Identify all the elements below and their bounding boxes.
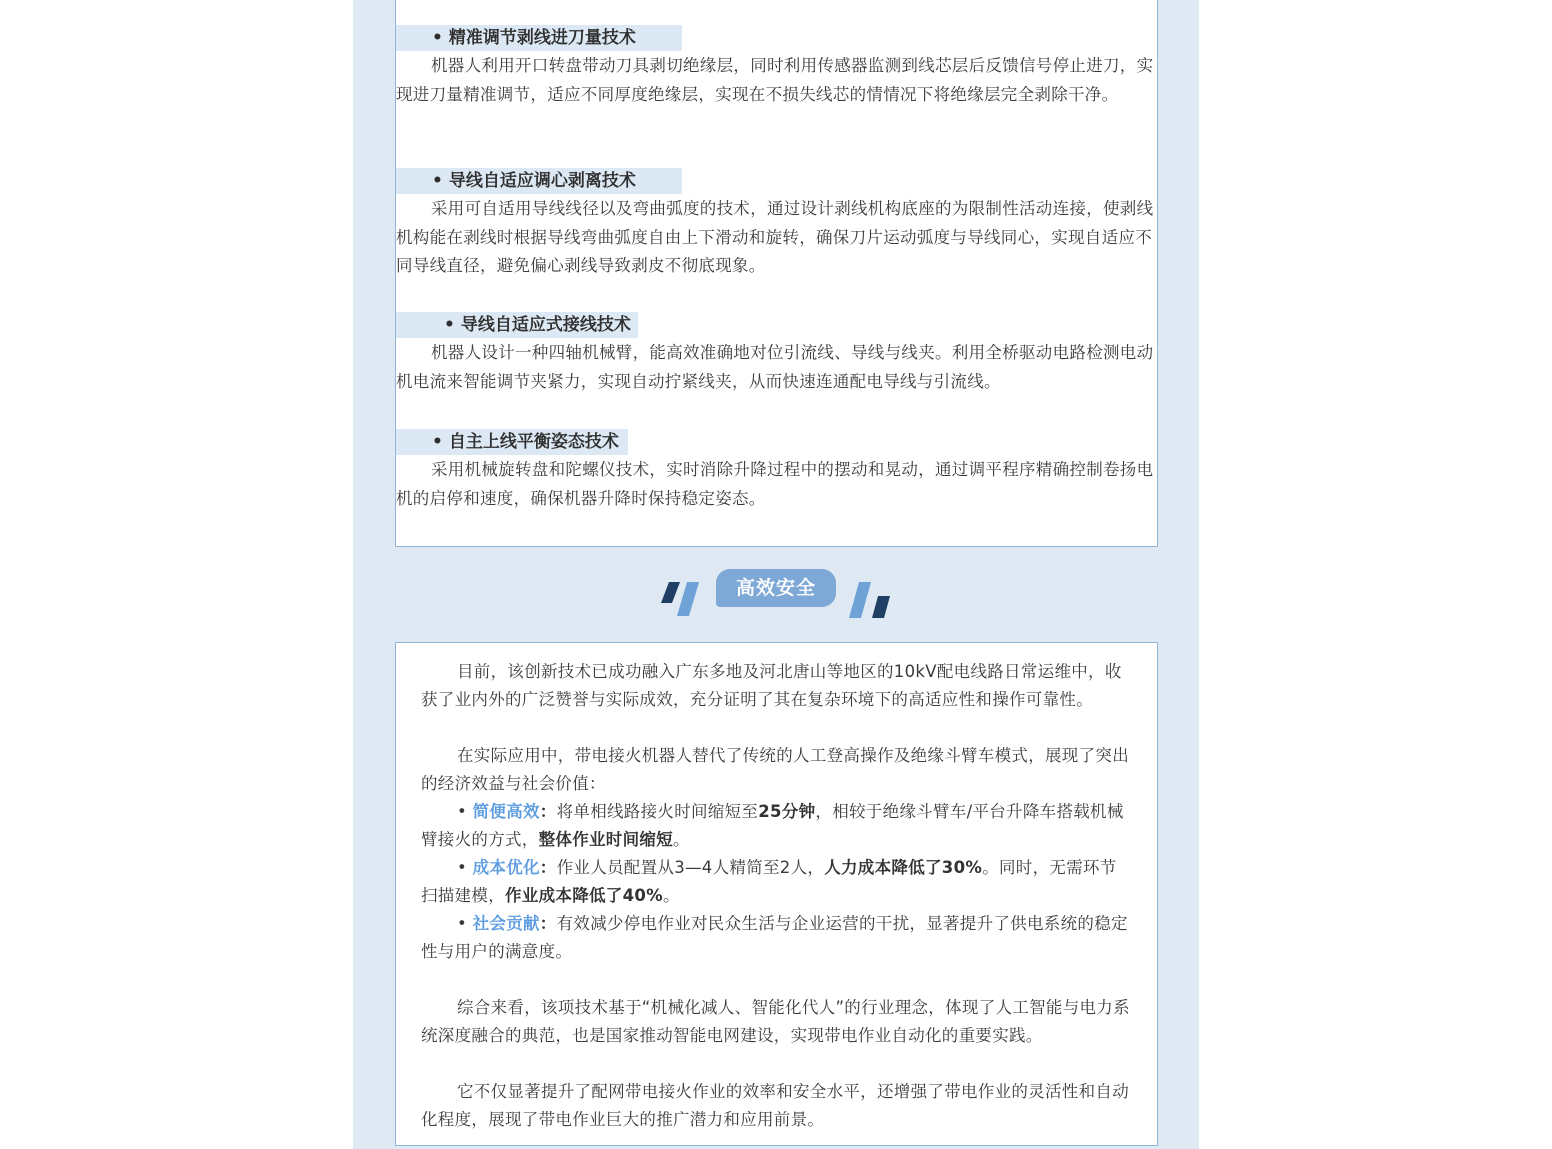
article-column <box>353 0 1199 1149</box>
ribbon-title: 高效安全 <box>716 569 836 607</box>
section-heading <box>396 168 682 194</box>
bullet-dot: • <box>444 315 455 335</box>
benefit-text: 将单相线路接火时间缩短至 <box>556 802 759 821</box>
section-precise-feed <box>396 25 1157 109</box>
bullet-dot: • <box>457 802 468 821</box>
conclusion-paragraph: 它不仅显著提升了配网带电接火作业的效率和安全水平，还增强了带电作业的灵活性和自动化程度，展现了带电作业巨大的推广潜力和应用前景。 <box>421 1082 1129 1129</box>
conclusion-paragraph: 综合来看，该项技术基于“机械化减人、智能化代人”的行业理念，体现了人工智能与电力系统深度融合的典范，也是国家推动智能电网建设，实现带电作业自动化的重要实践。 <box>421 998 1130 1045</box>
section-title: 精准调节剥线进刀量技术 <box>448 28 636 48</box>
benefit-colon: ： <box>539 914 557 933</box>
benefit-emphasis: 整体作业时间缩短 <box>538 830 674 849</box>
benefit-item <box>421 798 1133 854</box>
benefit-emphasis: 人力成本降低了30% <box>824 858 983 877</box>
section-heading <box>396 429 628 455</box>
section-body: 采用机械旋转盘和陀螺仪技术，实时消除升降过程中的摆动和晃动，通过调平程序精确控制卷扬电机的启停和速度，确保机器升降时保持稳定姿态。 <box>396 460 1154 508</box>
section-adaptive-wiring <box>396 312 1157 396</box>
section-title: 导线自适应调心剥离技术 <box>448 171 636 191</box>
section-body: 机器人设计一种四轴机械臂，能高效准确地对位引流线、导线与线夹。利用全桥驱动电路检测电动机电流来智能调节夹紧力，实现自动拧紧线夹，从而快速连通配电导线与引流线。 <box>396 343 1154 391</box>
technology-card <box>395 0 1158 547</box>
benefit-text: 作业人员配置从3—4人精简至2人， <box>556 858 825 877</box>
benefit-text: 。 <box>673 830 690 849</box>
bullet-dot: • <box>432 432 443 452</box>
bullet-dot: • <box>457 858 468 877</box>
benefit-label: 成本优化 <box>472 858 540 877</box>
benefit-colon: ： <box>539 858 557 877</box>
benefit-text: 。同时，无需环节扫描建模， <box>421 858 1117 905</box>
benefit-label: 简便高效 <box>472 802 540 821</box>
section-self-centering <box>396 168 1157 281</box>
benefit-text: ，相较于绝缘斗臂车/平台升降车搭载机械臂接火的方式， <box>421 802 1124 849</box>
intro-paragraph: 目前，该创新技术已成功融入广东多地及河北唐山等地区的10kV配电线路日常运维中，收获了业内外的广泛赞誉与实际成效，充分证明了其在复杂环境下的高适应性和操作可靠性。 <box>421 662 1122 709</box>
section-body: 机器人利用开口转盘带动刀具剥切绝缘层，同时利用传感器监测到线芯层后反馈信号停止进刀，实现进刀量精准调节，适应不同厚度绝缘层，实现在不损失线芯的情情况下将绝缘层完全剥除干净。 <box>396 56 1154 104</box>
benefit-emphasis: 作业成本降低了40% <box>505 886 663 905</box>
bullet-dot: • <box>457 914 468 933</box>
benefit-emphasis: 25分钟 <box>758 802 816 821</box>
section-title: 导线自适应式接线技术 <box>460 315 631 335</box>
bullet-dot: • <box>432 171 443 191</box>
section-heading <box>396 312 638 338</box>
section-title: 自主上线平衡姿态技术 <box>448 432 619 452</box>
intro-paragraph: 在实际应用中，带电接火机器人替代了传统的人工登高操作及绝缘斗臂车模式，展现了突出的经济效益与社会价值： <box>421 746 1129 793</box>
benefit-colon: ： <box>539 802 557 821</box>
benefit-item <box>421 854 1133 910</box>
benefit-text: 有效减少停电作业对民众生活与企业运营的干扰，显著提升了供电系统的稳定性与用户的满意度。 <box>421 914 1128 961</box>
benefit-item <box>421 910 1133 966</box>
section-balance-posture <box>396 429 1157 513</box>
section-heading <box>396 25 682 51</box>
section-ribbon <box>353 566 1199 622</box>
efficiency-card <box>395 642 1158 1146</box>
section-body: 采用可自适用导线线径以及弯曲弧度的技术，通过设计剥线机构底座的为限制性活动连接，使剥线机构能在剥线时根据导线弯曲弧度自由上下滑动和旋转，确保刀片运动弧度与导线同心，实现自适应不同导线直径，避免偏心剥线导致剥皮不彻底现象。 <box>396 199 1154 275</box>
benefit-label: 社会贡献 <box>472 914 540 933</box>
benefit-text: 。 <box>663 886 680 905</box>
bullet-dot: • <box>432 28 443 48</box>
